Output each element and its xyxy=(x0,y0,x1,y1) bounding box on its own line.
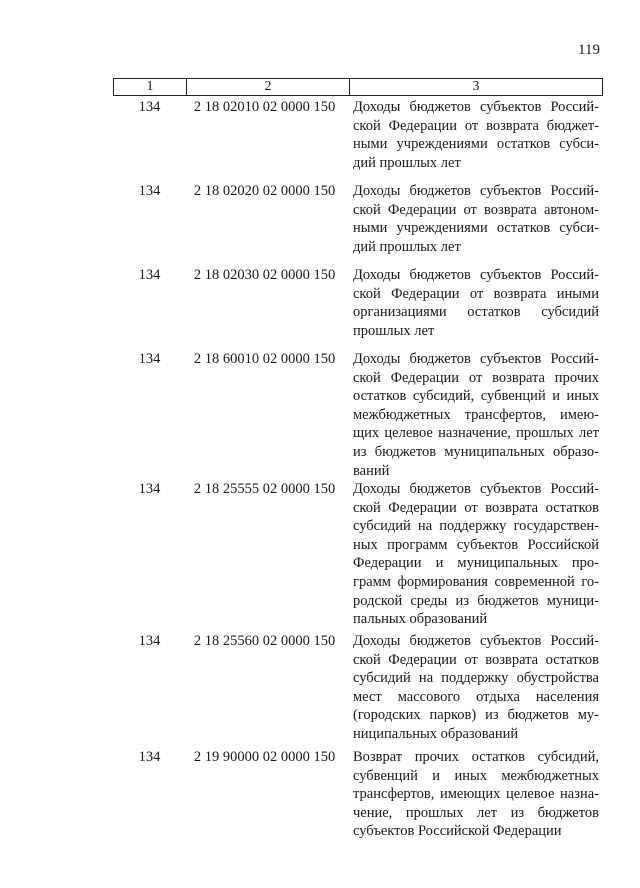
revenue-name-cell: Доходы бюджетов субъектов Россий-ской Федерации от возврата остатков субсидий на поддержку обустройства мест массового отдыха населения (городских парков) из бюджетов му-ниципальных образований xyxy=(353,633,599,742)
admin-code-cell: 134 xyxy=(138,183,161,199)
table-row xyxy=(113,266,603,350)
revenue-code-cell: 2 18 25560 02 0000 150 xyxy=(193,633,336,649)
revenue-name-cell: Доходы бюджетов субъектов Россий-ской Федерации от возврата автоном-ными учреждениями остатков субси-дий прошлых лет xyxy=(353,183,599,255)
table-body xyxy=(113,98,603,848)
table-row xyxy=(113,182,603,266)
revenue-code-cell: 2 18 02030 02 0000 150 xyxy=(193,267,336,283)
header-col-2: 2 xyxy=(187,79,350,95)
table-row xyxy=(113,98,603,182)
page-number: 119 xyxy=(578,42,600,58)
table-row xyxy=(113,480,603,632)
revenue-name-cell: Доходы бюджетов субъектов Россий-ской Федерации от возврата остатков субсидий на поддержку государствен-ных программ субъектов Российской Федерации и муниципальных про-грамм формирования современной го-родской среды из бюджетов муници-пальных образований xyxy=(353,481,599,628)
revenue-name-cell: Возврат прочих остатков субсидий, субвенций и иных межбюджетных трансфертов, имеющих целевое назна-чение, прошлых лет из бюджетов субъектов Российской Федерации xyxy=(353,749,599,840)
header-col-1: 1 xyxy=(114,79,187,95)
table-row xyxy=(113,748,603,848)
admin-code-cell: 134 xyxy=(138,267,161,283)
admin-code-cell: 134 xyxy=(138,481,161,497)
revenue-code-cell: 2 18 25555 02 0000 150 xyxy=(193,481,336,497)
table-row xyxy=(113,632,603,748)
table-header xyxy=(113,78,603,96)
table-row xyxy=(113,350,603,480)
revenue-code-cell: 2 18 02010 02 0000 150 xyxy=(193,99,336,115)
admin-code-cell: 134 xyxy=(138,633,161,649)
revenue-name-cell: Доходы бюджетов субъектов Россий-ской Федерации от возврата прочих остатков субсидий, субвенций и иных межбюджетных трансфертов, имею-щих целевое назначение, прошлых лет из бюджетов муниципальных образо-ваний xyxy=(353,351,599,479)
header-col-3: 3 xyxy=(472,79,480,94)
admin-code-cell: 134 xyxy=(138,749,161,765)
revenue-code-cell: 2 18 02020 02 0000 150 xyxy=(193,183,336,199)
revenue-code-cell: 2 18 60010 02 0000 150 xyxy=(193,351,336,367)
revenue-name-cell: Доходы бюджетов субъектов Россий-ской Федерации от возврата бюджет-ными учреждениями остатков субси-дий прошлых лет xyxy=(353,99,599,171)
admin-code-cell: 134 xyxy=(138,99,161,115)
admin-code-cell: 134 xyxy=(138,351,161,367)
revenue-code-cell: 2 19 90000 02 0000 150 xyxy=(193,749,336,765)
revenue-name-cell: Доходы бюджетов субъектов Россий-ской Федерации от возврата иными организациями остатков субсидий прошлых лет xyxy=(353,267,599,339)
